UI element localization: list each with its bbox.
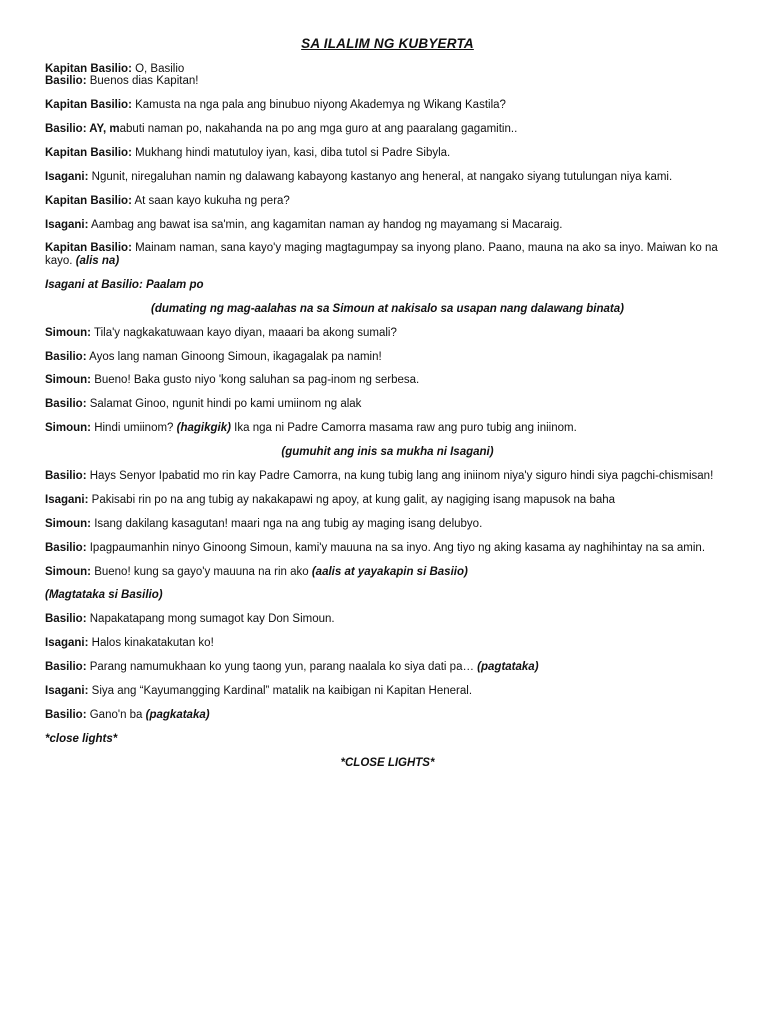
- dialogue-text: O, Basilio: [131, 62, 185, 75]
- dialogue-line: [45, 327, 730, 340]
- speaker-name: Kapitan Basilio:: [45, 146, 132, 159]
- dialogue-line: [45, 685, 730, 698]
- speaker-name: Isagani:: [45, 685, 89, 698]
- dialogue-line: [45, 99, 730, 112]
- dialogue-line: [45, 171, 730, 184]
- dialogue-line: [45, 709, 730, 722]
- dialogue-text: Ipagpaumanhin ninyo Ginoong Simoun, kami'y mauuna na sa inyo. Ang tiyo ng aking kasama ay naghihintay na sa amin.: [86, 541, 706, 554]
- speaker-name: Kapitan Basilio:: [45, 99, 132, 112]
- speaker-name: Simoun:: [45, 422, 91, 435]
- speaker-name: Simoun:: [45, 517, 91, 530]
- dialogue-text: Isang dakilang kasagutan! maari nga na ang tubig ay maging isang delubyo.: [91, 517, 483, 530]
- stage-direction-text: (aalis at yayakapin si Basiio): [311, 565, 468, 578]
- speaker-name: Isagani:: [45, 170, 89, 183]
- stage-direction-text: (Magtataka si Basilio): [45, 589, 163, 602]
- speaker-name: Basilio:: [45, 613, 87, 626]
- stage-direction-text: (pagkataka): [145, 708, 210, 721]
- dialogue-text: Ayos lang naman Ginoong Simoun, ikagagalak pa namin!: [86, 350, 382, 363]
- dialogue-line: [45, 542, 730, 555]
- dialogue-line: [45, 147, 730, 160]
- dialogue-text: At saan kayo kukuha ng pera?: [131, 194, 290, 207]
- dialogue-text: Tila'y nagkakatuwaan kayo diyan, maaari ba akong sumali?: [91, 326, 397, 339]
- dialogue-text: Gano'n ba: [86, 708, 146, 721]
- stage-direction: [45, 279, 730, 292]
- dialogue-text: Pakisabi rin po na ang tubig ay nakakapawi ng apoy, at kung galit, ay nagiging isang mapusok na baha: [88, 493, 616, 506]
- speaker-name: Basilio:: [45, 470, 87, 483]
- dialogue-line: [45, 637, 730, 650]
- dialogue-line: [45, 123, 730, 136]
- dialogue-text: abuti naman po, nakahanda na po ang mga guro at ang paaralang gagamitin..: [119, 122, 518, 135]
- dialogue-text: Salamat Ginoo, ngunit hindi po kami umiinom ng alak: [86, 398, 362, 411]
- stage-direction-text: (gumuhit ang inis sa mukha ni Isagani): [281, 446, 494, 459]
- stage-direction-centered: [45, 446, 730, 459]
- stage-direction-text: (hagikgik): [176, 422, 231, 435]
- dialogue-line: [45, 374, 730, 387]
- dialogue-text: Ngunit, niregaluhan namin ng dalawang kabayong kastanyo ang heneral, at nangako siyang tutulungan niya kami.: [88, 170, 673, 183]
- dialogue-line: [45, 613, 730, 626]
- dialogue-line: [45, 566, 730, 579]
- stage-direction: [45, 589, 730, 602]
- speaker-name: Isagani:: [45, 493, 89, 506]
- dialogue-line: [45, 518, 730, 531]
- speaker-name: Basilio:: [45, 75, 87, 88]
- dialogue-text: Hindi umiinom?: [91, 422, 177, 435]
- speaker-name: Simoun:: [45, 374, 91, 387]
- stage-direction-text: *CLOSE LIGHTS*: [340, 756, 435, 769]
- script-page: [45, 38, 730, 781]
- dialogue-line: [45, 661, 730, 674]
- dialogue-line: [45, 422, 730, 435]
- speaker-name: Basilio:: [45, 398, 87, 411]
- dialogue-lines: [45, 63, 730, 770]
- speaker-name: Simoun:: [45, 326, 91, 339]
- stage-direction-text: Isagani at Basilio: Paalam po: [45, 278, 204, 291]
- dialogue-line: [45, 63, 730, 76]
- speaker-name: Kapitan Basilio:: [45, 242, 132, 255]
- dialogue-line: [45, 75, 730, 88]
- dialogue-text: Siya ang “Kayumangging Kardinal” matalik na kaibigan ni Kapitan Heneral.: [88, 685, 473, 698]
- speaker-name: Simoun:: [45, 565, 91, 578]
- dialogue-text: Mukhang hindi matutuloy iyan, kasi, diba tutol si Padre Sibyla.: [131, 146, 451, 159]
- dialogue-text: Napakatapang mong sumagot kay Don Simoun.: [86, 613, 335, 626]
- dialogue-line: [45, 242, 730, 267]
- dialogue-text: Parang namumukhaan ko yung taong yun, parang naalala ko siya dati pa…: [86, 661, 478, 674]
- stage-direction: [45, 733, 730, 746]
- dialogue-text: Mainam naman, sana kayo'y maging magtagumpay sa inyong plano. Paano, mauna na ako sa inyo. Maiwan ko na kayo.: [45, 242, 718, 268]
- speaker-name: Kapitan Basilio:: [45, 194, 132, 207]
- dialogue-text: Kamusta na nga pala ang binubuo niyong Akademya ng Wikang Kastila?: [131, 99, 506, 112]
- dialogue-text: Bueno! kung sa gayo'y mauuna na rin ako: [91, 565, 312, 578]
- dialogue-text: Bueno! Baka gusto niyo 'kong saluhan sa pag-inom ng serbesa.: [91, 374, 420, 387]
- stage-direction-text: *close lights*: [45, 732, 118, 745]
- script-title: SA ILALIM NG KUBYERTA: [301, 36, 474, 51]
- speaker-name: Isagani:: [45, 637, 89, 650]
- stage-direction-text: (pagtataka): [477, 661, 539, 674]
- speaker-name: Basilio:: [45, 350, 87, 363]
- dialogue-text: Buenos dias Kapitan!: [86, 75, 199, 88]
- dialogue-text: Aambag ang bawat isa sa'min, ang kagamitan naman ay handog ng mayamang si Macaraig.: [88, 218, 563, 231]
- dialogue-line: [45, 398, 730, 411]
- speaker-name: Kapitan Basilio:: [45, 62, 132, 75]
- dialogue-text: Halos kinakatakutan ko!: [88, 637, 214, 650]
- speaker-name: Basilio:: [45, 708, 87, 721]
- stage-direction-text: (alis na): [75, 255, 120, 268]
- speaker-name: Isagani:: [45, 218, 89, 231]
- stage-direction-text: (dumating ng mag-aalahas na sa Simoun at nakisalo sa usapan nang dalawang binata): [151, 302, 624, 315]
- speaker-name: Basilio:: [45, 541, 87, 554]
- speaker-name: Basilio:: [45, 661, 87, 674]
- speaker-name: Basilio: AY, m: [45, 122, 120, 135]
- dialogue-line: [45, 195, 730, 208]
- stage-direction-centered: [45, 757, 730, 770]
- stage-direction-centered: [45, 303, 730, 316]
- dialogue-line: [45, 494, 730, 507]
- dialogue-line: [45, 351, 730, 364]
- dialogue-text: Hays Senyor Ipabatid mo rin kay Padre Camorra, na kung tubig lang ang iniinom niya'y siguro hindi siya pagchi-chismisan!: [86, 470, 714, 483]
- dialogue-line: [45, 470, 730, 483]
- dialogue-text-continued: Ika nga ni Padre Camorra masama raw ang puro tubig ang iniinom.: [230, 422, 577, 435]
- dialogue-line: [45, 219, 730, 232]
